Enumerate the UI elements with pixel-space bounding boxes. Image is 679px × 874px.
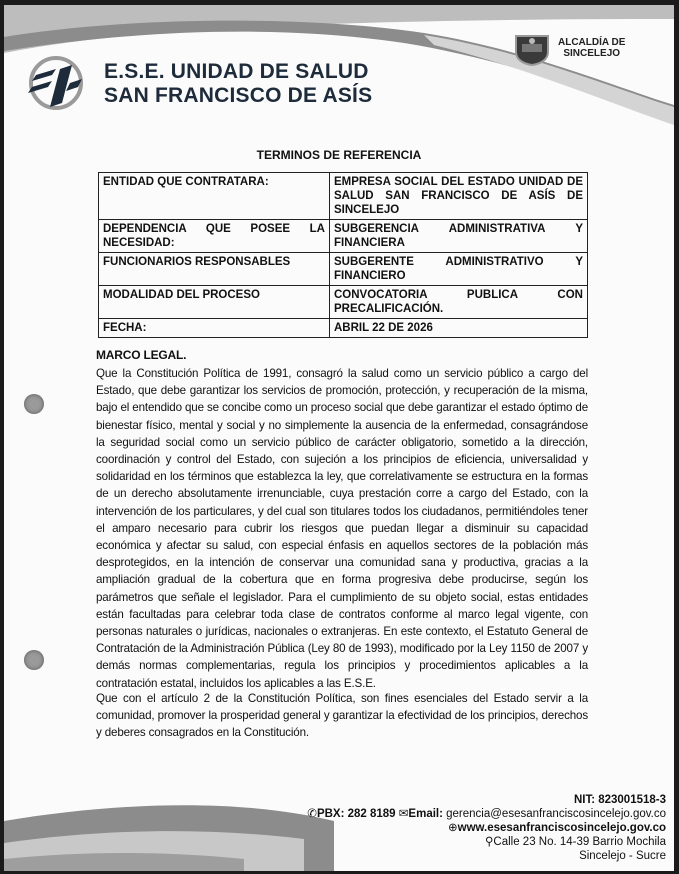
org-name-line1: E.S.E. UNIDAD DE SALUD [104, 60, 369, 83]
table-row [99, 173, 588, 220]
alcaldia-line1: ALCALDÍA DE [558, 37, 626, 48]
paragraph-2: Que con el artículo 2 de la Constitución Política, son fines esenciales del Estado servir a la comunidad, promover la prosperidad general y garantizar la efectividad de los principios, derechos y deberes consagrados en la Constitución. [96, 692, 588, 740]
sincelejo-shield-icon [512, 30, 552, 66]
footer-nit: NIT: 823001518-3 [573, 794, 666, 806]
ese-logo-icon [22, 55, 90, 111]
footer-email-label: Email: [408, 808, 443, 820]
location-pin-icon: ⚲ [484, 836, 494, 848]
footer-phone-email [307, 807, 666, 821]
document-page [4, 5, 674, 871]
row-value: SUBGERENTE ADMINISTRATIVO Y FINANCIERO [330, 253, 588, 286]
punch-hole [24, 394, 44, 414]
table-row [99, 253, 588, 286]
paragraph-1: Que la Constitución Política de 1991, consagró la salud como un servicio público a cargo del Estado, que debe garantizar los servicios de promoción, protección, y recuperación de la misma, bajo el entendido que se concibe como un proceso social que debe garantizar el estado óptimo de bienestar físico, mental y social y no simplemente la ausencia de la enfermedad, consagrándose la seguridad social como un servicio público de carácter obligatorio, sometido a la dirección, coordinación y control del Estado, con sujeción a los principios de eficiencia, universalidad y solidaridad en los términos que establezca la ley, que correlativamente se estructura en la formas de un derecho absolutamente irrenunciable, cuya prestación corre a cargo del Estado, con la intervención de los particulares, y del cual son titulares todos los ciudadanos, permitiéndoles tener el amparo necesario para cubrir los riesgos que puedan llegar a disminuir su capacidad económica y afectar su salud, con especial énfasis en aquellos sectores de la población más desprotegidos, en la intención de conservar una comunidad sana y productiva, gracias a la ampliación gradual de la cobertura que en forma progresiva debe producirse, según los parámetros que señale el legislador. Para el cumplimiento de su objeto social, estas entidades están facultadas para celebrar toda clase de contratos conforme al marco legal vigente, con personas naturales o jurídicas, nacionales o extranjeras. En este contexto, el Estatuto General de Contratación de la Administración Pública (Ley 80 de 1993), modificado por la Ley 1150 de 2007 y demás normas complementarias, regula los principios y procedimientos aplicables a la contratación estatal, incluidos los aplicables a las E.S.E. [96, 367, 588, 690]
document-title: TERMINOS DE REFERENCIA [256, 148, 422, 162]
row-label: MODALIDAD DEL PROCESO [99, 286, 330, 319]
alcaldia-logo [512, 30, 625, 66]
footer-website[interactable]: www.esesanfranciscosincelejo.gov.co [457, 822, 666, 834]
phone-icon: ✆ [307, 808, 317, 820]
footer-contact [307, 793, 666, 863]
footer-web-row [307, 821, 666, 835]
reference-table [98, 172, 588, 338]
org-name-line2: SAN FRANCISCO DE ASÍS [104, 84, 373, 107]
footer-email[interactable]: gerencia@esesanfranciscosincelejo.gov.co [446, 808, 666, 820]
table-row [99, 286, 588, 319]
row-label: DEPENDENCIA QUE POSEE LA NECESIDAD: [99, 220, 330, 253]
row-value: CONVOCATORIA PUBLICA CON PRECALIFICACIÓN. [330, 286, 588, 319]
table-row [99, 319, 588, 338]
organization-name [104, 60, 372, 108]
footer-pbx: PBX: 282 8189 [316, 808, 396, 820]
alcaldia-line2: SINCELEJO [563, 48, 621, 59]
row-label: FECHA: [99, 319, 330, 338]
row-label: FUNCIONARIOS RESPONSABLES [99, 253, 330, 286]
globe-icon: ⊕ [448, 822, 458, 834]
punch-hole [24, 650, 44, 670]
email-icon: ✉ [398, 808, 409, 820]
footer-address-row [307, 835, 666, 849]
footer-city: Sincelejo - Sucre [579, 850, 666, 862]
footer-address: Calle 23 No. 14-39 Barrio Mochila [493, 836, 666, 848]
row-value: EMPRESA SOCIAL DEL ESTADO UNIDAD DE SALUD SAN FRANCISCO DE ASÍS DE SINCELEJO [330, 173, 588, 220]
table-row [99, 220, 588, 253]
row-label: ENTIDAD QUE CONTRATARA: [99, 173, 330, 220]
row-value: SUBGERENCIA ADMINISTRATIVA Y FINANCIERA [330, 220, 588, 253]
section-title: MARCO LEGAL. [96, 348, 187, 362]
row-value: ABRIL 22 DE 2026 [330, 319, 588, 338]
